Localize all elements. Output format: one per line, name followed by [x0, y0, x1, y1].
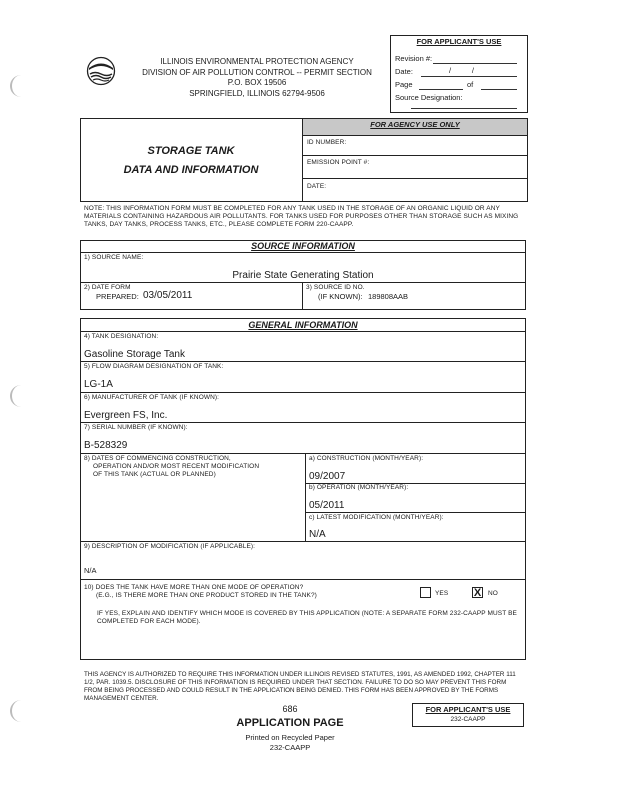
- general-information-divider-8: [80, 541, 526, 542]
- source-designation-label: Source Designation:: [395, 93, 463, 102]
- flow-diagram-value: LG-1A: [84, 379, 113, 390]
- operation-mode-note: IF YES, EXPLAIN AND IDENTIFY WHICH MODE IS COVERED BY THIS APPLICATION (NOTE: A SEPARATE FORM 232-CAAPP MUST BE COMPLETED FOR EACH MODE).: [97, 610, 517, 625]
- agency-name: ILLINOIS ENVIRONMENTAL PROTECTION AGENCY: [160, 57, 354, 66]
- tank-designation-value: Gasoline Storage Tank: [84, 349, 185, 360]
- date-form-label: 2) DATE FORM: [84, 284, 131, 291]
- id-number-label: ID NUMBER:: [307, 139, 347, 146]
- general-information-divider-3: [80, 422, 526, 423]
- operation-date-value: 05/2011: [309, 500, 345, 511]
- page-label: Page: [395, 80, 413, 89]
- recycled-paper-label: Printed on Recycled Paper: [245, 733, 335, 742]
- source-id-if-known-label: (IF KNOWN):: [318, 292, 363, 301]
- footer-form-number: 232-CAAPP: [269, 743, 311, 752]
- yes-label: YES: [435, 590, 449, 597]
- footer-applicant-title: FOR APPLICANT'S USE: [425, 705, 511, 714]
- emission-point-label: EMISSION POINT #:: [307, 159, 370, 166]
- agency-po-box: P.O. BOX 19506: [227, 78, 287, 87]
- construction-date-label: a) CONSTRUCTION (MONTH/YEAR):: [309, 455, 424, 462]
- source-information-divider-2: [302, 282, 303, 310]
- tank-designation-label: 4) TANK DESIGNATION:: [84, 333, 159, 340]
- date-prepared-label: PREPARED:: [96, 292, 139, 301]
- construction-date-value: 09/2007: [309, 471, 346, 482]
- source-name-value: Prairie State Generating Station: [232, 270, 374, 281]
- general-information-divider-9: [80, 579, 526, 580]
- manufacturer-label: 6) MANUFACTURER OF TANK (IF KNOWN):: [84, 394, 220, 401]
- application-page-label: APPLICATION PAGE: [236, 717, 344, 729]
- agency-city: SPRINGFIELD, ILLINOIS 62794-9506: [189, 88, 325, 98]
- no-label: NO: [488, 590, 498, 597]
- revision-field[interactable]: [433, 63, 517, 64]
- yes-checkbox[interactable]: [420, 587, 431, 598]
- general-information-divider-1: [80, 361, 526, 362]
- agency-use-divider-2: [302, 178, 528, 179]
- date-prepared-value: 03/05/2011: [143, 290, 193, 301]
- operation-mode-question-line1: 10) DOES THE TANK HAVE MORE THAN ONE MODE OF OPERATION?: [84, 584, 304, 591]
- modification-date-value: N/A: [309, 529, 326, 540]
- date-separators: / /: [449, 66, 475, 75]
- footer-applicant-box: [412, 703, 524, 727]
- agency-use-divider-0: [302, 135, 528, 136]
- hole-punch-bottom: [10, 700, 26, 722]
- serial-number-label: 7) SERIAL NUMBER (IF KNOWN):: [84, 424, 188, 431]
- no-checkbox[interactable]: X: [473, 587, 482, 599]
- revision-label: Revision #:: [395, 54, 433, 63]
- source-information-divider-1: [80, 282, 526, 283]
- modification-description-value: N/A: [84, 566, 97, 575]
- agency-use-divider-1: [302, 155, 528, 156]
- source-information-divider-0: [80, 252, 526, 253]
- agency-header: [128, 57, 386, 99]
- source-information-header: SOURCE INFORMATION: [251, 241, 355, 251]
- operation-date-label: b) OPERATION (MONTH/YEAR):: [309, 484, 409, 491]
- general-information-divider-7: [305, 512, 526, 513]
- operation-mode-question-line2: (E.G., IS THERE MORE THAN ONE PRODUCT STORED IN THE TANK?): [96, 592, 317, 599]
- illinois-epa-logo-icon: [86, 56, 116, 86]
- general-information-divider-4: [80, 453, 526, 454]
- dates-label-line3: OF THIS TANK (ACTUAL OR PLANNED): [93, 471, 216, 478]
- general-information-divider-2: [80, 392, 526, 393]
- page-of-label: of: [467, 80, 474, 89]
- operation-mode-question: [84, 584, 317, 600]
- modification-date-label: c) LATEST MODIFICATION (MONTH/YEAR):: [309, 514, 444, 521]
- applicant-use-title: FOR APPLICANT'S USE: [416, 37, 502, 46]
- form-title-line1: STORAGE TANK: [147, 145, 235, 157]
- hole-punch-top: [10, 75, 26, 97]
- hole-punch-middle: [10, 385, 26, 407]
- general-information-header: GENERAL INFORMATION: [248, 320, 358, 330]
- date-label: Date:: [395, 67, 413, 76]
- source-designation-field[interactable]: [411, 108, 517, 109]
- general-information-divider-0: [80, 331, 526, 332]
- source-name-label: 1) SOURCE NAME:: [84, 254, 144, 261]
- form-title: [82, 142, 300, 180]
- form-note: NOTE: THIS INFORMATION FORM MUST BE COMPLETED FOR ANY TANK USED IN THE STORAGE OF AN ORGANIC LIQUID OR ANY MATERIALS CONTAINING HAZARDOUS AIR POLLUTANTS. FOR TANKS USED FOR PURPOSES OTHER THAN STORAGE SUCH AS MIXING TANKS, DAY TANKS, PROCESS TANKS, ETC., PLEASE COMPLETE FORM 220-CAAPP.: [84, 205, 519, 228]
- applicant-use-box: [390, 35, 528, 113]
- flow-diagram-label: 5) FLOW DIAGRAM DESIGNATION OF TANK:: [84, 363, 224, 370]
- source-id-label: 3) SOURCE ID NO.: [306, 284, 365, 291]
- date-field[interactable]: [421, 76, 517, 77]
- agency-date-label: DATE:: [307, 183, 327, 190]
- page-number: 686: [282, 704, 298, 714]
- page-of-field[interactable]: [481, 89, 517, 90]
- footer-applicant-form: 232-CAAPP: [450, 716, 486, 723]
- dates-label-line1: 8) DATES OF COMMENCING CONSTRUCTION,: [84, 455, 231, 462]
- form-title-line2: DATA AND INFORMATION: [123, 164, 259, 176]
- manufacturer-value: Evergreen FS, Inc.: [84, 410, 168, 421]
- authority-statement: THIS AGENCY IS AUTHORIZED TO REQUIRE THIS INFORMATION UNDER ILLINOIS REVISED STATUTES, 1991, AS AMENDED 1992, CHAPTER 111 1/2, PAR. 1039.5. DISCLOSURE OF THIS INFORMATION IS REQUIRED UNDER THAT SECTION. FAILURE TO DO SO MAY PREVENT THIS FORM FROM BEING PROCESSED AND COULD RESULT IN THE APPLICATION BEING DENIED. THIS FORM HAS BEEN APPROVED BY THE FORMS MANAGEMENT CENTER.: [84, 671, 516, 702]
- modification-description-label: 9) DESCRIPTION OF MODIFICATION (IF APPLICABLE):: [84, 543, 256, 550]
- serial-number-value: B-528329: [84, 440, 128, 451]
- general-information-divider-5: [305, 453, 306, 541]
- page-field[interactable]: [419, 89, 463, 90]
- dates-label-line2: OPERATION AND/OR MOST RECENT MODIFICATION: [93, 463, 260, 470]
- source-id-value: 189808AAB: [368, 292, 409, 301]
- agency-use-title: FOR AGENCY USE ONLY: [370, 120, 460, 129]
- agency-division: DIVISION OF AIR POLLUTION CONTROL -- PERMIT SECTION: [142, 67, 372, 77]
- dates-label: [84, 455, 259, 479]
